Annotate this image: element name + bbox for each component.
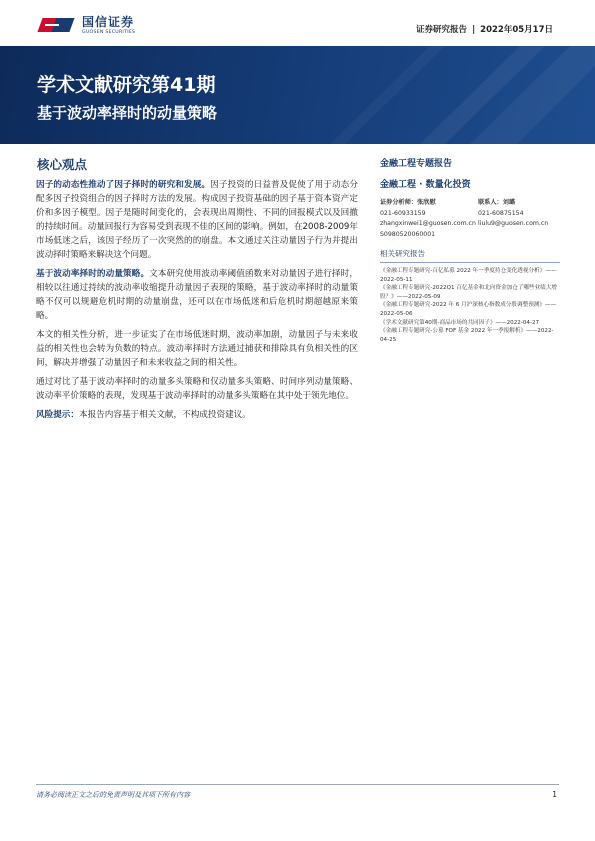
report-type-label: 证券研究报告 <box>416 25 468 35</box>
divider: | <box>472 25 476 35</box>
contact-block <box>478 198 560 240</box>
related-report-item[interactable]: 《金融工程专题研究-公募 FOF 基金 2022 年一季报解析》——2022-04-25 <box>380 328 554 343</box>
risk-label: 风险提示： <box>36 410 79 420</box>
brand-name: 国信证券 <box>82 15 135 29</box>
related-report-date: ——2022-04-27 <box>495 319 540 326</box>
analyst-label: 证券分析师： <box>380 199 418 206</box>
analyst-certificate: S0980520060001 <box>380 230 436 238</box>
report-date: 2022年05月17日 <box>480 25 553 35</box>
related-report-item[interactable]: 《金融工程专题研究-百亿私募 2022 年一季度持仓变化透视分析》——2022-05-11 <box>380 268 557 283</box>
analyst-block <box>380 198 476 240</box>
contact-line <box>478 198 560 209</box>
related-report-item[interactable]: 《金融工程专题研究-2022Q1 百亿基金和北向资金加仓了哪些业绩大增股？》——2022-05-09 <box>380 285 558 300</box>
paragraph-correlation-analysis: 本文的相关性分析，进一步证实了在市场低迷时期，波动率加剧，动量因子与未来收益的相关性也会转为负数的特点。波动率择时方法通过捕获和排除具有负相关性的区间，解决并增强了动量因子和未来收益之间的相关性。 <box>36 330 358 368</box>
related-report-date: ——2022-04-25 <box>380 328 554 343</box>
page-number: 1 <box>552 790 557 799</box>
contact-phone: 021-60875154 <box>478 209 524 217</box>
report-subcategory: 金融工程 · 数量化投资 <box>380 180 471 190</box>
footer-divider <box>36 784 559 785</box>
brand-name-english: GUOSEN SECURITIES <box>82 30 136 35</box>
page-header <box>0 0 595 46</box>
report-subtitle: 基于波动率择时的动量策略 <box>37 104 218 122</box>
related-report-item[interactable]: 《学术文献研究第40期-商品市场的共同因子》——2022-04-27 <box>380 319 540 326</box>
paragraph-lead: 因子的动态性推动了因子择时的研究和发展。 <box>36 180 211 190</box>
title-banner <box>0 46 595 144</box>
related-report-date: ——2022-05-11 <box>380 268 557 283</box>
section-title-core-views: 核心观点 <box>37 157 88 172</box>
footer-disclaimer: 请务必阅读正文之后的免责声明及其项下所有内容 <box>36 791 190 799</box>
analyst-name: 张欣慰 <box>417 199 436 206</box>
paragraph-factor-dynamics <box>36 178 358 262</box>
paragraph-volatility-timing <box>36 267 358 323</box>
paragraph-text: 因子投资的日益普及促使了用于动态分配多因子投资组合的因子择时方法的发展。构成因子投资基础的因子基于资本资产定价和多因子模型。因子是随时间变化的，会表现出周期性、不同的回报模式以及回撤的持续时间。动量回报行为容易受到表现不佳的区间的影响。例如，在2008-2009年市场低迷之后，该因子经历了一次突然的的崩盘。本文通过关注动量因子行为并提出波动择时策略来解决这个问题。 <box>36 180 358 260</box>
related-report-date: ——2022-05-06 <box>380 302 557 317</box>
sidebar <box>380 156 560 344</box>
related-reports-title: 相关研究报告 <box>380 248 560 263</box>
related-report-date: ——2022-05-09 <box>396 293 441 300</box>
report-title: 学术文献研究第41期 <box>37 74 216 96</box>
paragraph-risk-warning <box>36 408 358 422</box>
analyst-line <box>380 198 470 209</box>
related-report-item[interactable]: 《金融工程专题研究-2022 年 6 月沪深核心指数成分股调整预测》——2022-05-06 <box>380 302 557 317</box>
report-type-and-date <box>416 23 553 35</box>
paragraph-lead: 基于波动率择时的动量策略。 <box>36 269 150 279</box>
risk-text: 本报告内容基于相关文献，不构成投资建议。 <box>78 410 251 420</box>
contact-email[interactable]: liulu9@guosen.com.cn <box>478 220 549 227</box>
paragraph-strategy-comparison: 通过对比了基于波动率择时的动量多头策略和仅动量多头策略、时间序列动量策略、波动率平价策略的表现，发现基于波动率择时的动量多头策略在其中处于领先地位。 <box>36 377 358 401</box>
paragraph-text: 文本研究使用波动率阈值函数来对动量因子进行择时，相较以往通过持续的波动率收缩提升动量因子表现的策略，基于波动率择时的动量策略不仅可以规避危机时期的动量崩盘，还可以在市场低迷和后危机时期超越原来策略。 <box>36 269 358 321</box>
analyst-phone: 021-60933159 <box>380 209 426 217</box>
core-views-body <box>36 178 358 427</box>
analyst-contacts <box>380 198 560 240</box>
analyst-email[interactable]: zhangxinwei1@guosen.com.cn <box>380 220 476 227</box>
guosen-logo-icon <box>36 14 76 36</box>
report-category: 金融工程专题报告 <box>380 159 453 169</box>
contact-label: 联系人： <box>478 199 503 206</box>
contact-name: 刘璐 <box>502 199 516 206</box>
related-reports-list <box>380 267 560 344</box>
